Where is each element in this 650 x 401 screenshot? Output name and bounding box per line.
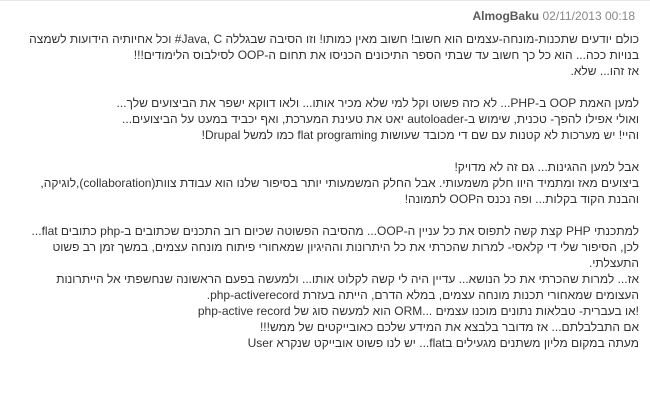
comment-line: php-active record הוא למעשה סוג של ORM... או בעברית- טבלאות נתונים מוכנו עצמים! <box>197 304 639 318</box>
comment-paragraph <box>8 95 639 143</box>
author-name[interactable]: AlmogBaku <box>472 9 540 23</box>
comment-line: מעתה במקום מליון משתנים מגעילים בflat... יש לנו פשוט אובייקט שנקרא User <box>247 336 639 350</box>
comment-line: והבנת הקוד בקלות... ופה נכנס הOOP לתמונה! <box>404 192 639 206</box>
comment-line: אם התבלבלתם... אז מדובר בלבצא את המידע שלכם כאובייקטים של ממש!!! <box>259 320 639 334</box>
comment-timestamp: 02/11/2013 00:18 <box>542 9 635 23</box>
comment-line: כולם יודעים שתכנות-מונחה-עצמים הוא חשוב! חשוב מאין כמותו! וזו הסיבה שבגללה Java, C# וכל אחיותיה הידועות לשמצה <box>29 32 639 46</box>
comment-line: התעצלתי. <box>588 256 639 270</box>
comment-line: ביצועים מאז ומתמיד היוו חלק משמעותי. אבל החלק המשמעותי יותר בסיפור שלנו הוא עבודת צוות(collaboration),לוגיקה, <box>40 176 639 190</box>
comment-line: אבל למען ההגינות... גם זה לא מדויק! <box>454 160 639 174</box>
comment-line: העצומים שמאחורי תכנות מונחה עצמים, במלא הדרם, הייתה בעזרת php-activerecord. <box>206 288 639 302</box>
comment-line: אז זהו... שלא. <box>570 64 639 78</box>
comment-line: למתכנתי PHP קצת קשה לתפוס את כל עניין ה-OOP... מהסיבה הפשוטה שכיום רוב התכנים שכתובים ב-php כתובים flat... <box>31 224 639 238</box>
comment-line: והיי! יש מערכות לא קטנות עם שם די מכובד שעושות flat programing כמו למשל Drupal! <box>201 128 639 142</box>
comment-body <box>8 31 639 351</box>
comment-line: אז... למרות שהכרתי את כל הנושא... עדיין היה לי קשה לקלוט אותו... ולמעשה בפעם הראשונה שנחשפתי אל הייתרונות <box>56 272 639 286</box>
comment-line: ואולי אפילו להפך- טכנית, שימוש ב-autoloader יאט את טעינת המערכת, ואף יכביד במעט על הביצועים... <box>122 112 639 126</box>
comment-paragraph <box>8 159 639 207</box>
comment-line: לכן, הסיפור שלי די קלאסי- למרות שהכרתי את כל היתרונות וההיגיון שמאחורי פיתוח מונחה עצמים, במשך זמן רב פשוט <box>52 240 639 254</box>
comment-paragraph <box>8 31 639 79</box>
comment-header <box>11 8 639 24</box>
comment-line: למען האמת OOP ב-PHP... לא כזה פשוט וקל למי שלא מכיר אותו... ולאו דווקא ישפר את הביצועים שלך... <box>116 96 639 110</box>
comment-paragraph <box>8 223 639 351</box>
comment-line: בנויות ככה... הוא כל כך חשוב עד שבתי הספר התיכונים הכניסו את תחום ה-OOP לסילבוס הלימודים!!! <box>133 48 639 62</box>
